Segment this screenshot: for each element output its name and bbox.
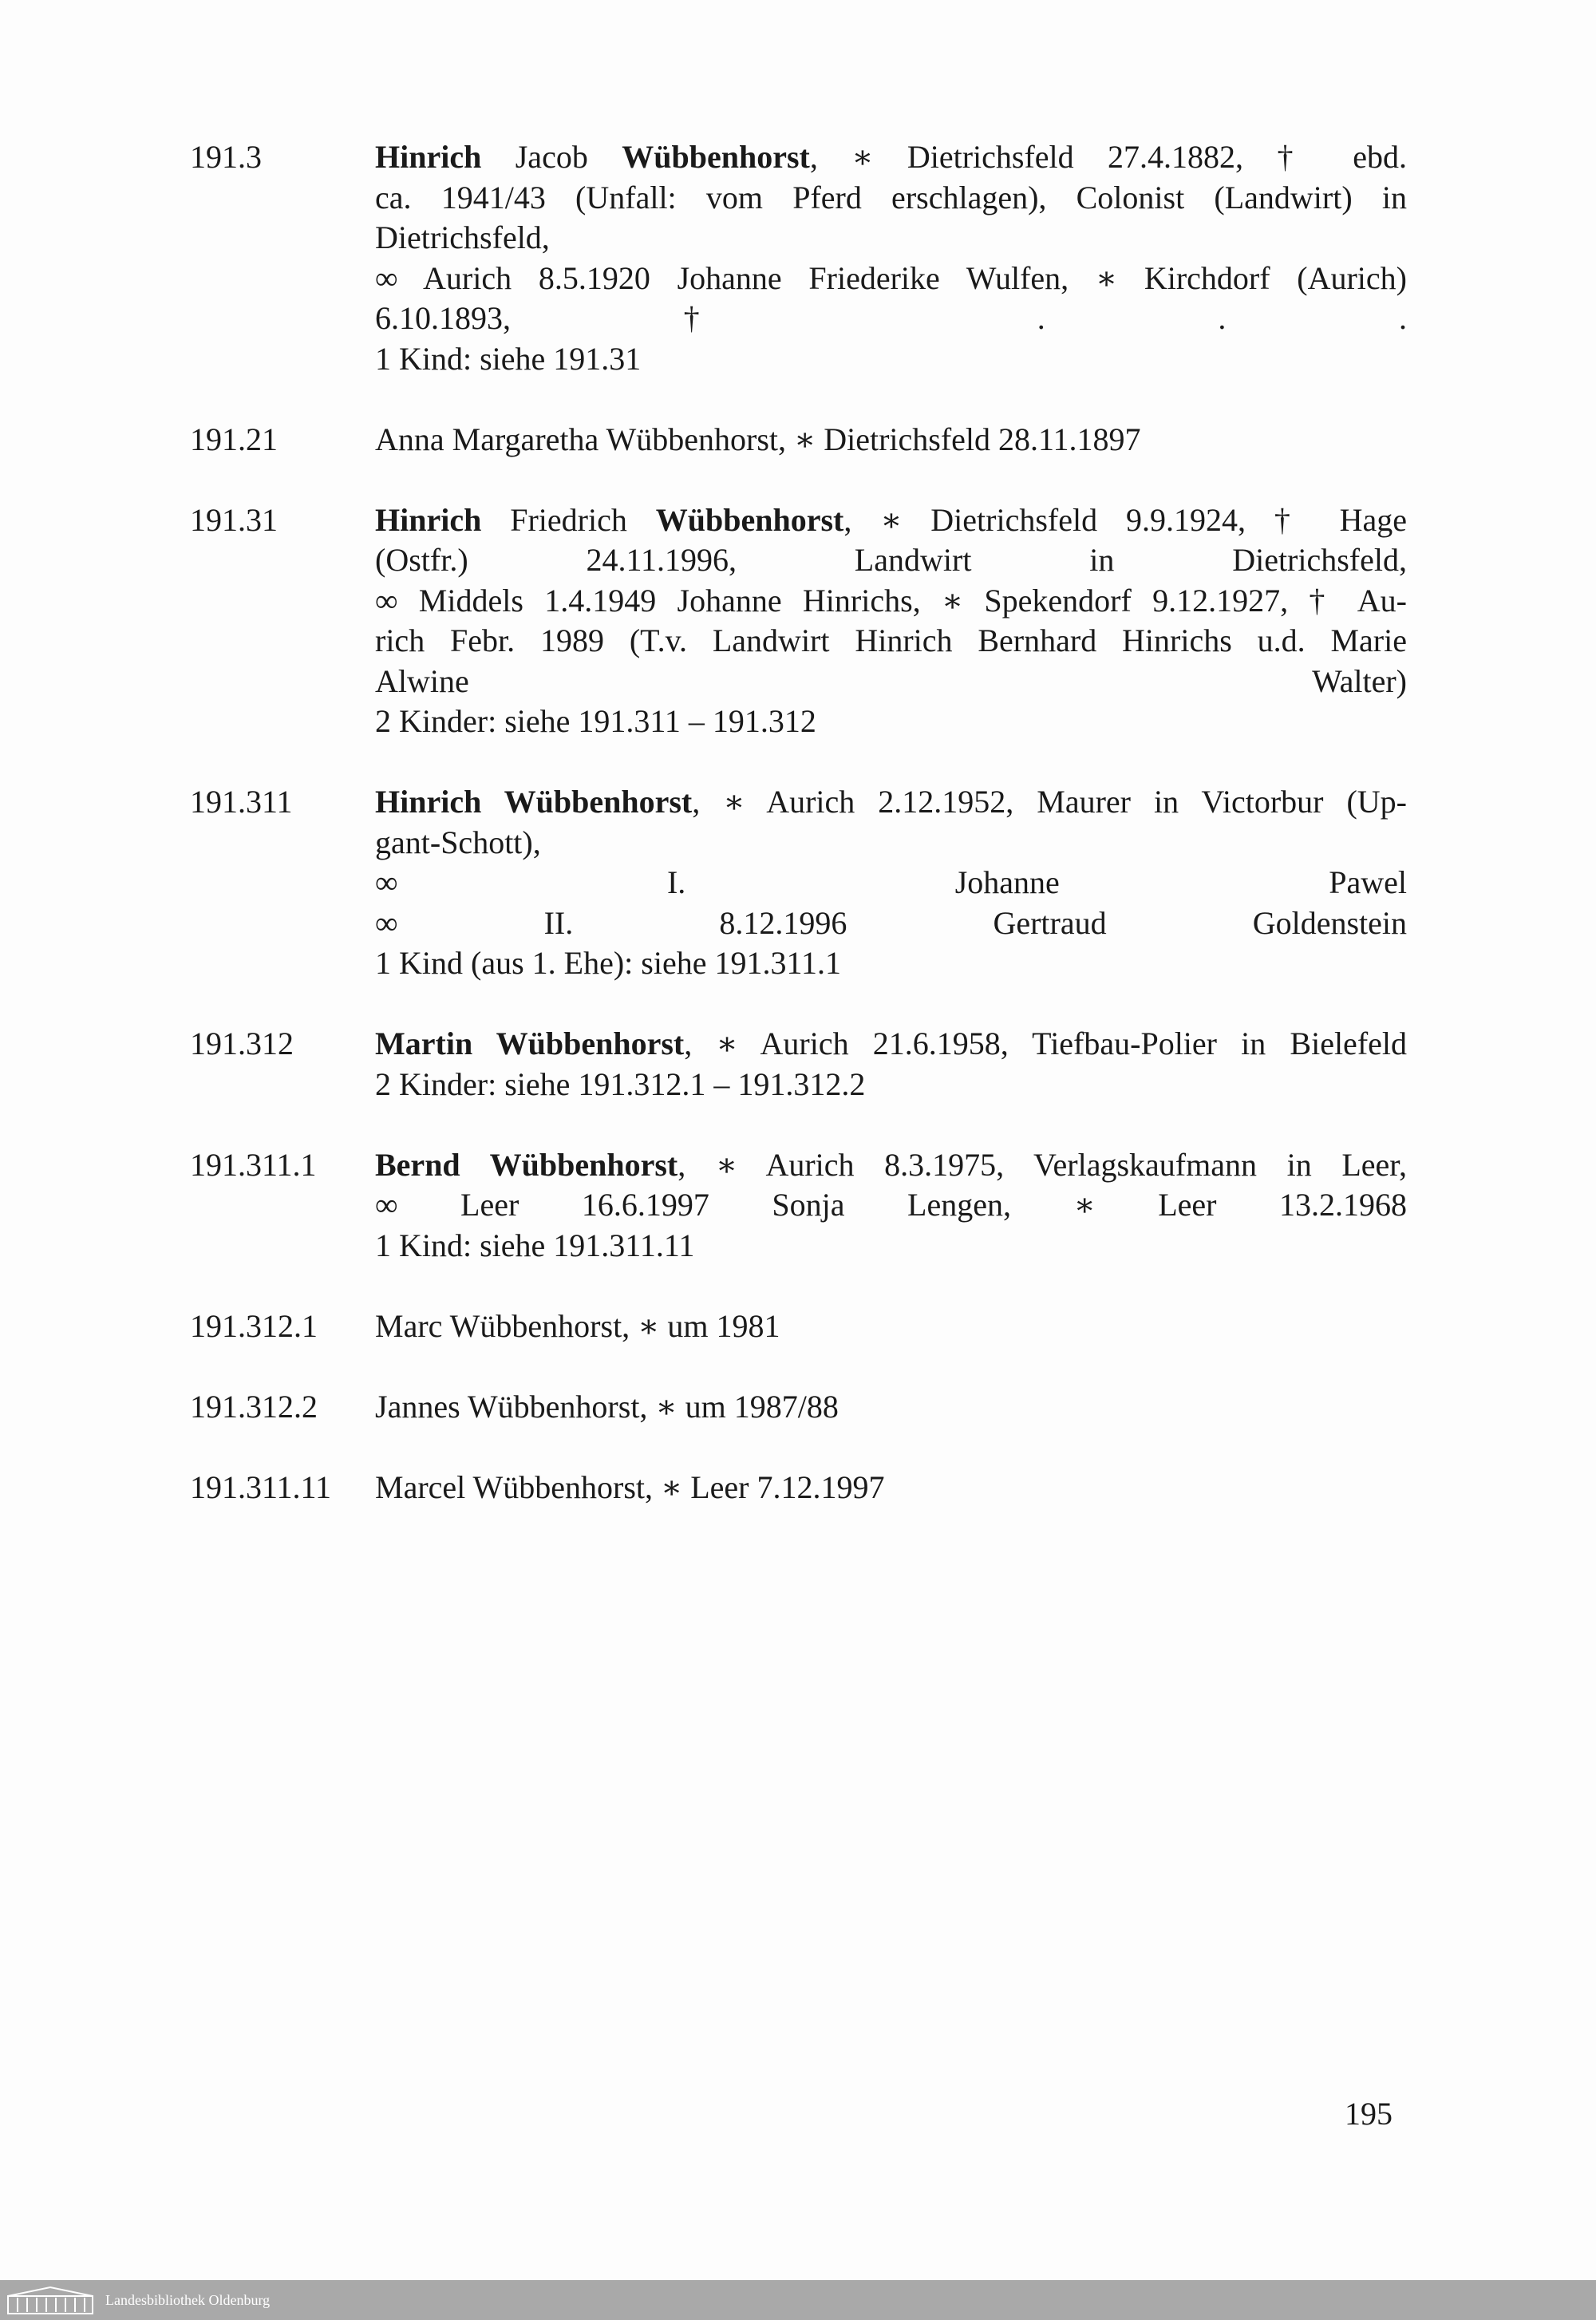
entry-number: 191.3 — [190, 139, 262, 175]
genealogy-entry — [190, 1145, 1407, 1267]
genealogy-entry — [190, 782, 1407, 984]
entry-number: 191.312 — [190, 1026, 294, 1061]
person-name-bold: Wübbenhorst — [622, 139, 810, 175]
library-name: Landesbibliothek Oldenburg — [105, 2291, 271, 2308]
person-name-bold: Hinrich — [375, 501, 482, 538]
entry-line — [375, 420, 1407, 460]
text-run: Marcel Wübbenhorst, ∗ Leer 7.12.1997 — [375, 1468, 885, 1505]
entry-line — [375, 662, 1407, 702]
text-run: 6.10.1893, † . . . — [375, 300, 1407, 336]
entry-line — [375, 259, 1407, 299]
page-number: 195 — [1345, 2096, 1393, 2132]
text-run: ∞ Leer 16.6.1997 Sonja Lengen, ∗ Leer 13.2.1968 — [375, 1187, 1407, 1223]
text-run: Anna Margaretha Wübbenhorst, ∗ Dietrichsfeld 28.11.1897 — [375, 421, 1141, 457]
entry-line — [375, 823, 1407, 864]
entry-line — [375, 1226, 1407, 1267]
entry-line — [375, 863, 1407, 903]
text-run: ca. 1941/43 (Unfall: vom Pferd erschlagen), Colonist (Landwirt) in — [375, 179, 1407, 215]
text-run: 2 Kinder: siehe 191.311 – 191.312 — [375, 703, 816, 739]
library-footer — [0, 2280, 1596, 2320]
person-name-bold: Hinrich — [375, 139, 482, 175]
entry-text — [375, 1306, 1407, 1347]
entry-line — [375, 540, 1407, 581]
text-run: Jannes Wübbenhorst, ∗ um 1987/88 — [375, 1388, 839, 1425]
entry-line — [375, 137, 1407, 178]
text-run: ∞ I. Johanne Pawel — [375, 864, 1407, 900]
text-run: , ∗ Aurich 21.6.1958, Tiefbau-Polier in Bielefeld — [684, 1026, 1408, 1061]
entry-text — [375, 500, 1407, 742]
entry-number: 191.311.11 — [190, 1468, 332, 1505]
entry-line — [375, 1024, 1407, 1065]
genealogy-entry — [190, 1387, 1407, 1428]
entry-number: 191.31 — [190, 501, 278, 538]
entry-text — [375, 420, 1407, 460]
entry-number: 191.21 — [190, 421, 278, 457]
text-run: ∞ Aurich 8.5.1920 Johanne Friederike Wulfen, ∗ Kirchdorf (Aurich) — [375, 259, 1407, 296]
text-run: , ∗ Dietrichsfeld 9.9.1924, † Hage — [843, 501, 1407, 538]
entry-line — [375, 500, 1407, 541]
entry-line — [375, 1145, 1407, 1186]
text-run: , ∗ Aurich 2.12.1952, Maurer in Victorbur (Up- — [692, 784, 1408, 820]
text-run: rich Febr. 1989 (T.v. Landwirt Hinrich Bernhard Hinrichs u.d. Marie — [375, 622, 1407, 658]
entry-text — [375, 1145, 1407, 1267]
entry-text — [375, 782, 1407, 984]
person-name-bold: Martin Wübbenhorst — [375, 1026, 685, 1061]
genealogy-entry — [190, 500, 1407, 742]
text-run: Marc Wübbenhorst, ∗ um 1981 — [375, 1307, 780, 1344]
entry-line — [375, 702, 1407, 742]
entry-line — [375, 1306, 1407, 1347]
genealogy-entries — [190, 137, 1407, 1548]
genealogy-entry — [190, 1024, 1407, 1105]
text-run: , ∗ Dietrichsfeld 27.4.1882, † ebd. — [809, 139, 1407, 175]
text-run: 1 Kind (aus 1. Ehe): siehe 191.311.1 — [375, 945, 841, 981]
entry-text — [375, 1024, 1407, 1105]
entry-line — [375, 943, 1407, 984]
person-name-bold: Hinrich Wübbenhorst — [375, 784, 693, 820]
text-run: 2 Kinder: siehe 191.312.1 – 191.312.2 — [375, 1065, 866, 1102]
entry-line — [375, 1185, 1407, 1226]
entry-line — [375, 1065, 1407, 1105]
text-run: , ∗ Aurich 8.3.1975, Verlagskaufmann in Leer, — [678, 1146, 1407, 1183]
genealogy-entry — [190, 1468, 1407, 1508]
entry-line — [375, 339, 1407, 380]
entry-number: 191.311 — [190, 784, 293, 820]
library-building-icon — [6, 2285, 94, 2315]
text-run: Dietrichsfeld, — [375, 219, 550, 255]
text-run: gant-Schott), — [375, 824, 541, 860]
entry-number: 191.312.1 — [190, 1307, 318, 1344]
entry-line — [375, 782, 1407, 823]
entry-number: 191.311.1 — [190, 1146, 317, 1183]
entry-line — [375, 621, 1407, 662]
text-run: ∞ II. 8.12.1996 Gertraud Goldenstein — [375, 904, 1407, 941]
entry-line — [375, 298, 1407, 339]
text-run: Alwine Walter) — [375, 662, 1407, 699]
text-run: 1 Kind: siehe 191.311.11 — [375, 1227, 695, 1263]
entry-text — [375, 137, 1407, 379]
text-run: 1 Kind: siehe 191.31 — [375, 340, 642, 377]
entry-line — [375, 1468, 1407, 1508]
text-run: ∞ Middels 1.4.1949 Johanne Hinrichs, ∗ Spekendorf 9.12.1927, † Au- — [375, 582, 1407, 619]
person-name-bold: Bernd Wübbenhorst — [375, 1146, 678, 1183]
genealogy-entry — [190, 420, 1407, 460]
text-run: Friedrich — [481, 501, 656, 538]
text-run: Jacob — [481, 139, 622, 175]
entry-line — [375, 178, 1407, 219]
entry-line — [375, 581, 1407, 622]
text-run: (Ostfr.) 24.11.1996, Landwirt in Dietrichsfeld, — [375, 542, 1407, 578]
genealogy-entry — [190, 1306, 1407, 1347]
entry-line — [375, 903, 1407, 944]
entry-line — [375, 1387, 1407, 1428]
entry-line — [375, 218, 1407, 259]
person-name-bold: Wübbenhorst — [655, 501, 844, 538]
entry-text — [375, 1387, 1407, 1428]
genealogy-entry — [190, 137, 1407, 379]
entry-number: 191.312.2 — [190, 1388, 318, 1425]
entry-text — [375, 1468, 1407, 1508]
